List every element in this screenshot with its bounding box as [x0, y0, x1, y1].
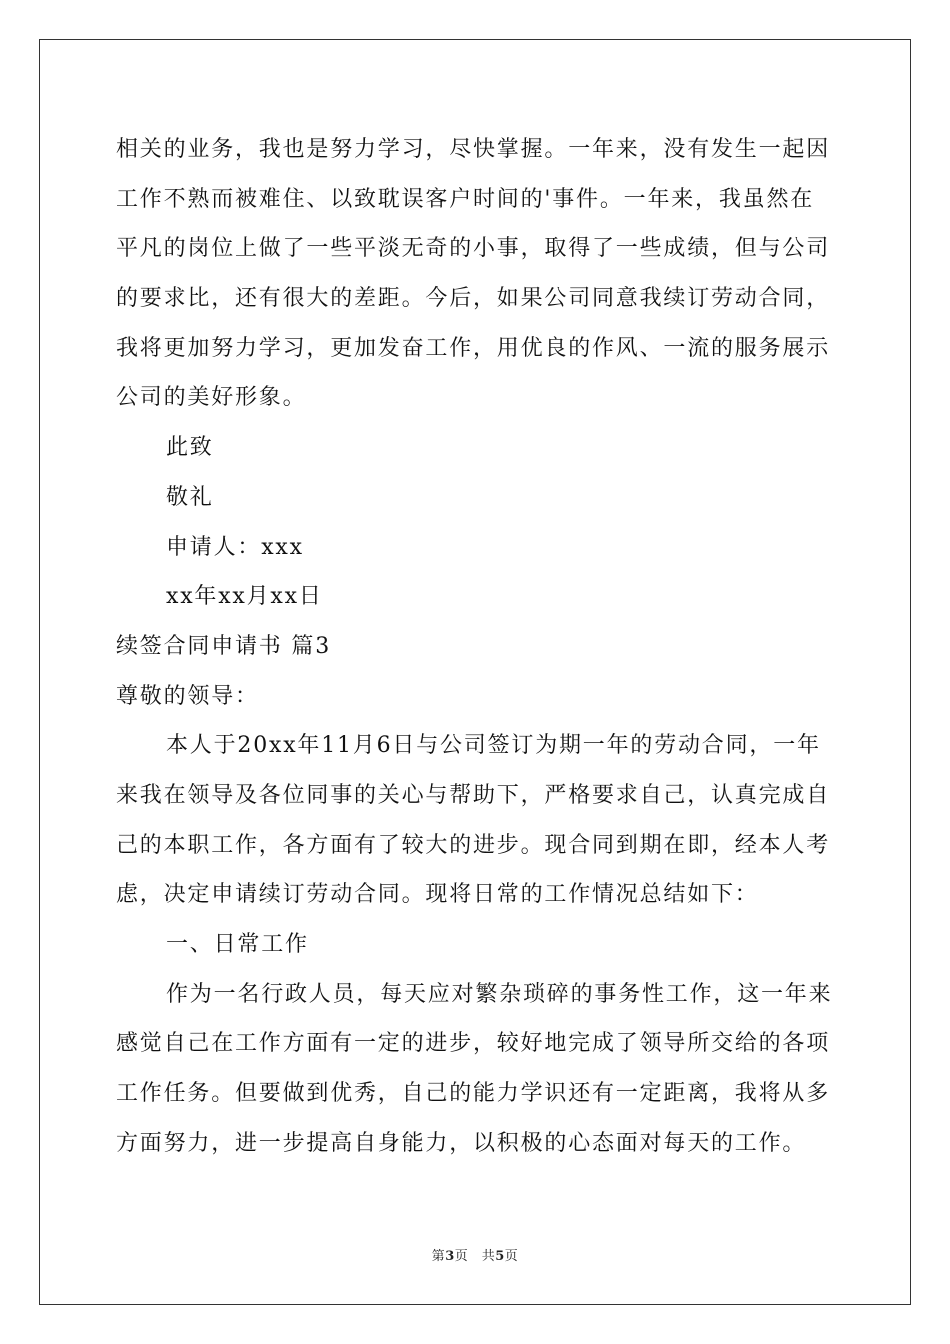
body-line: 感觉自己在工作方面有一定的进步，较好地完成了领导所交给的各项: [116, 1031, 831, 1057]
section-title: 续签合同申请书 篇3: [116, 633, 331, 659]
greeting: 尊敬的领导：: [116, 683, 259, 709]
closing-salutation: 此致: [166, 435, 214, 461]
body-line: 方面努力，进一步提高自身能力，以积极的心态面对每天的工作。: [116, 1130, 807, 1156]
closing-regards: 敬礼: [166, 484, 214, 510]
body-line: 平凡的岗位上做了一些平淡无奇的小事，取得了一些成绩，但与公司: [116, 236, 831, 262]
body-line: 来我在领导及各位同事的关心与帮助下，严格要求自己，认真完成自: [116, 782, 831, 808]
body-line: 相关的业务，我也是努力学习，尽快掌握。一年来，没有发生一起因: [116, 137, 831, 162]
body-line: 作为一名行政人员，每天应对繁杂琐碎的事务性工作，这一年来: [166, 981, 833, 1007]
body-line: 工作任务。但要做到优秀，自己的能力学识还有一定距离，我将从多: [116, 1081, 831, 1107]
footer-mid: 页 共: [454, 1249, 496, 1264]
subsection-heading: 一、日常工作: [166, 932, 309, 957]
footer-prefix: 第: [431, 1249, 446, 1264]
footer-suffix: 页: [504, 1249, 519, 1264]
body-line: 公司的美好形象。: [116, 385, 307, 411]
body-line: 虑，决定申请续订劳动合同。现将日常的工作情况总结如下：: [116, 882, 759, 908]
body-line: 我将更加努力学习，更加发奋工作，用优良的作风、一流的服务展示: [116, 335, 831, 361]
document-body: [116, 125, 836, 1168]
date-line: xx年xx月xx日: [166, 584, 323, 610]
body-line: 的要求比，还有很大的差距。今后，如果公司同意我续订劳动合同，: [116, 286, 831, 312]
applicant-line: 申请人：xxx: [166, 534, 304, 560]
total-pages-number: 5: [495, 1249, 505, 1264]
body-line: 本人于20xx年11月6日与公司签订为期一年的劳动合同，一年: [166, 733, 821, 759]
page-footer: [0, 1245, 950, 1264]
body-line: 工作不熟而被难住、以致耽误客户时间的'事件。一年来，我虽然在: [116, 186, 815, 212]
body-line: 己的本职工作，各方面有了较大的进步。现合同到期在即，经本人考: [116, 832, 831, 858]
current-page-number: 3: [445, 1249, 455, 1264]
